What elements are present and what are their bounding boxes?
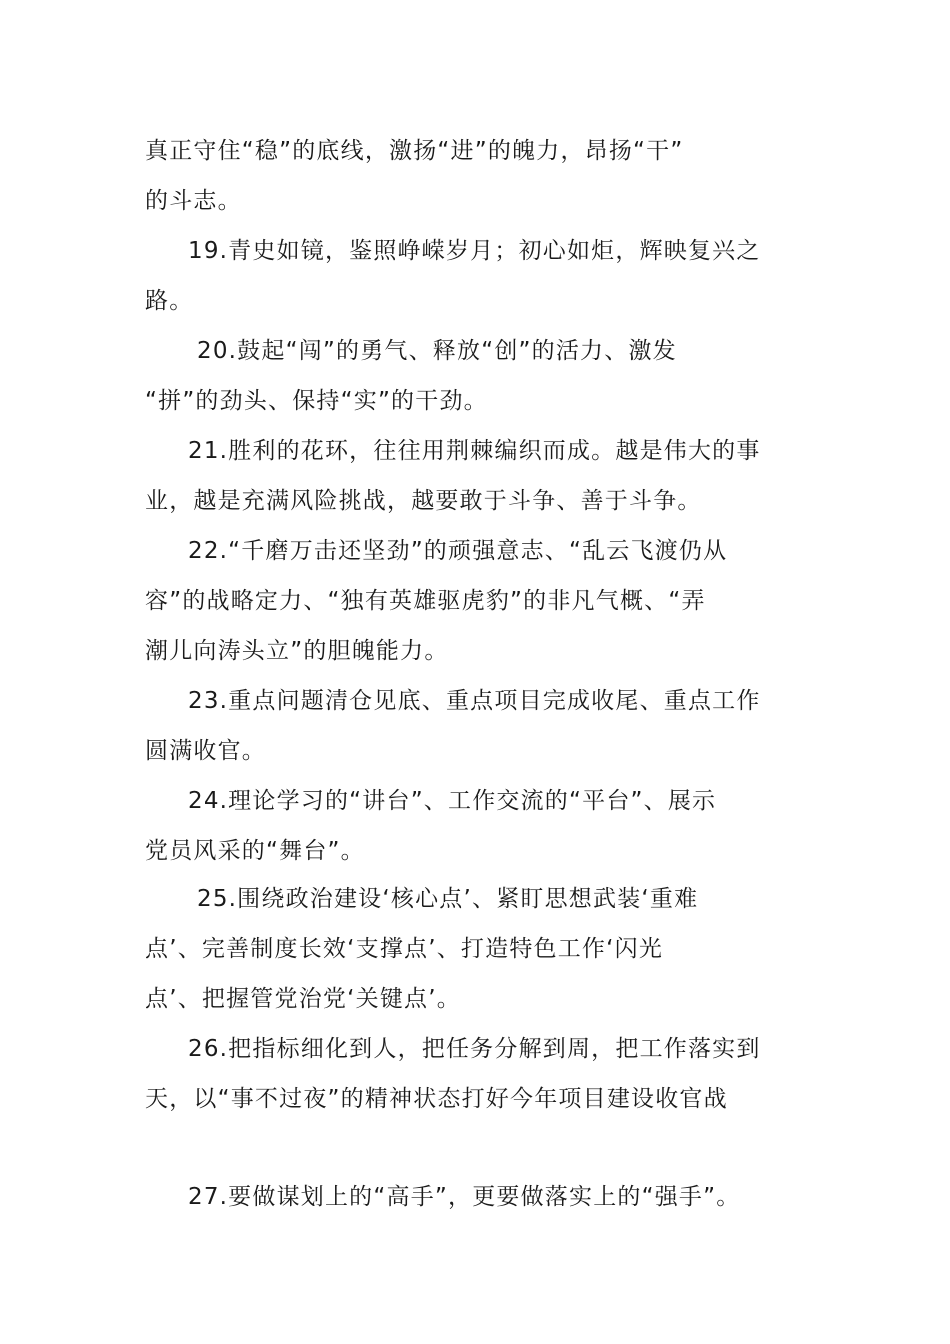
item-25-line-2: 点’、完善制度长效‘支撑点’、打造特色工作‘闪光 [145,936,664,962]
item-25-line-3: 点’、把握管党治党‘关键点’。 [145,986,461,1012]
item-23-line-2: 圆满收官。 [145,738,266,764]
item-27-line-1: 27.要做谋划上的“高手”，更要做落实上的“强手”。 [188,1184,741,1210]
item-24-line-2: 党员风采的“舞台”。 [145,838,365,864]
item-21-line-2: 业，越是充满风险挑战，越要敢于斗争、善于斗争。 [145,488,702,514]
item-26-line-2: 天，以“事不过夜”的精神状态打好今年项目建设收官战 [145,1086,728,1112]
item-24-line-1: 24.理论学习的“讲台”、工作交流的“平台”、展示 [188,788,717,814]
text-line-2: 的斗志。 [145,188,242,214]
item-25-line-1: 25.围绕政治建设‘核心点’、紧盯思想武装‘重难 [197,886,699,912]
item-21-line-1: 21.胜利的花环，往往用荆棘编织而成。越是伟大的事 [188,438,761,464]
item-22-line-1: 22.“千磨万击还坚劲”的顽强意志、“乱云飞渡仍从 [188,538,728,564]
item-20-line-1: 20.鼓起“闯”的勇气、释放“创”的活力、激发 [197,338,677,364]
item-19-line-1: 19.青史如镜，鉴照峥嵘岁月；初心如炬，辉映复兴之 [188,238,761,264]
item-23-line-1: 23.重点问题清仓见底、重点项目完成收尾、重点工作 [188,688,761,714]
item-22-line-2: 容”的战略定力、“独有英雄驱虎豹”的非凡气概、“弄 [145,588,706,614]
text-line-1: 真正守住“稳”的底线，激扬“进”的魄力，昂扬“干” [145,138,684,164]
item-20-line-2: “拼”的劲头、保持“实”的干劲。 [145,388,488,414]
item-19-line-2: 路。 [145,288,194,314]
item-22-line-3: 潮儿向涛头立”的胆魄能力。 [145,638,449,664]
item-26-line-1: 26.把指标细化到人，把任务分解到周，把工作落实到 [188,1036,761,1062]
